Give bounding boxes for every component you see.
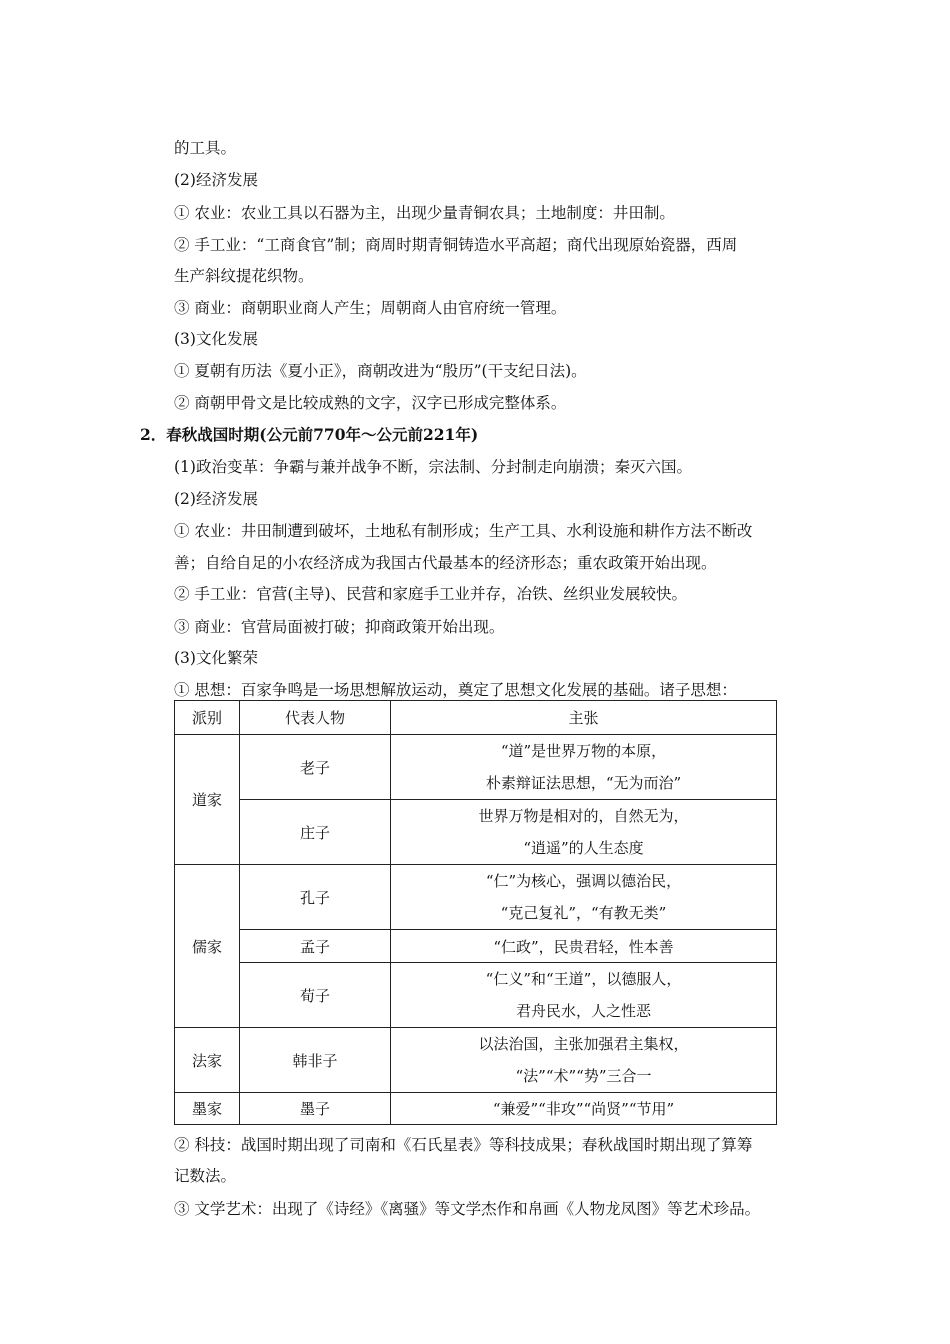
text-line: 生产斜纹提花织物。 — [174, 267, 314, 285]
person-cell: 墨子 — [240, 1093, 391, 1125]
text-line: 记数法。 — [174, 1167, 237, 1185]
school-cell: 法家 — [175, 1028, 240, 1093]
idea-cell — [391, 800, 777, 865]
idea-line: “道”是世界万物的本原， — [500, 742, 667, 760]
header-cell: 派别 — [175, 701, 240, 735]
school-cell: 道家 — [175, 735, 240, 865]
text-line: ① 思想：百家争鸣是一场思想解放运动，奠定了思想文化发展的基础。诸子思想： — [174, 681, 737, 699]
school-cell: 儒家 — [175, 865, 240, 1028]
idea-line: “仁义”和“王道”，以德服人， — [485, 970, 682, 988]
text-line: ② 手工业：“工商食官”制；商周时期青铜铸造水平高超；商代出现原始瓷器，西周 — [174, 236, 738, 254]
text-line: ② 手工业：官营(主导)、民营和家庭手工业并存，冶铁、丝织业发展较快。 — [174, 585, 688, 603]
idea-cell — [391, 735, 777, 800]
subheading: (3)文化发展 — [174, 330, 258, 348]
idea-line: “克己复礼”，“有教无类” — [500, 904, 667, 922]
table-row — [175, 930, 777, 963]
idea-line: “逍遥”的人生态度 — [523, 839, 644, 857]
school-cell: 墨家 — [175, 1093, 240, 1125]
header-cell: 主张 — [391, 701, 777, 735]
subheading: (2)经济发展 — [174, 171, 258, 189]
table-header-row — [175, 701, 777, 735]
table-row — [175, 963, 777, 1028]
subheading: (2)经济发展 — [174, 490, 258, 508]
person-cell: 孟子 — [240, 930, 391, 963]
idea-line: “仁”为核心，强调以德治民， — [485, 872, 682, 890]
header-cell: 代表人物 — [240, 701, 391, 735]
person-cell: 孔子 — [240, 865, 391, 930]
subheading: (3)文化繁荣 — [174, 649, 258, 667]
text-line: ③ 商业：商朝职业商人产生；周朝商人由官府统一管理。 — [174, 299, 567, 317]
person-cell: 荀子 — [240, 963, 391, 1028]
text-line: ③ 商业：官营局面被打破；抑商政策开始出现。 — [174, 618, 505, 636]
text-line: ① 夏朝有历法《夏小正》，商朝改进为“殷历”(干支纪日法)。 — [174, 362, 587, 380]
table-row — [175, 1028, 777, 1093]
idea-cell: “兼爱”“非攻”“尚贤”“节用” — [391, 1093, 777, 1125]
idea-line: 君舟民水，人之性恶 — [515, 1002, 651, 1020]
person-cell: 韩非子 — [240, 1028, 391, 1093]
table-row — [175, 735, 777, 800]
person-cell: 庄子 — [240, 800, 391, 865]
text-line: ① 农业：井田制遭到破坏，土地私有制形成；生产工具、水利设施和耕作方法不断改 — [174, 522, 753, 540]
idea-line: “法”“术”“势”三合一 — [515, 1067, 652, 1085]
idea-cell — [391, 865, 777, 930]
philosophy-table — [174, 700, 777, 1125]
text-line: (1)政治变革：争霸与兼并战争不断，宗法制、分封制走向崩溃；秦灭六国。 — [174, 458, 692, 476]
idea-cell — [391, 963, 777, 1028]
idea-line: 朴素辩证法思想，“无为而治” — [485, 774, 682, 792]
table-row — [175, 800, 777, 865]
section-heading: 2．春秋战国时期(公元前770年～公元前221年) — [140, 425, 479, 444]
text-line: 的工具。 — [174, 139, 237, 157]
text-line: ① 农业：农业工具以石器为主，出现少量青铜农具；土地制度：井田制。 — [174, 204, 675, 222]
table-row — [175, 1093, 777, 1125]
idea-cell: “仁政”，民贵君轻，性本善 — [391, 930, 777, 963]
text-line: ② 科技：战国时期出现了司南和《石氏星表》等科技成果；春秋战国时期出现了算筹 — [174, 1136, 753, 1154]
text-line: 善；自给自足的小农经济成为我国古代最基本的经济形态；重农政策开始出现。 — [174, 554, 717, 572]
text-line: ③ 文学艺术：出现了《诗经》《离骚》等文学杰作和帛画《人物龙凤图》等艺术珍品。 — [174, 1200, 761, 1218]
text-line: ② 商朝甲骨文是比较成熟的文字，汉字已形成完整体系。 — [174, 394, 567, 412]
table-row — [175, 865, 777, 930]
idea-cell — [391, 1028, 777, 1093]
person-cell: 老子 — [240, 735, 391, 800]
idea-line: 以法治国，主张加强君主集权， — [478, 1035, 689, 1053]
idea-line: 世界万物是相对的，自然无为， — [478, 807, 689, 825]
